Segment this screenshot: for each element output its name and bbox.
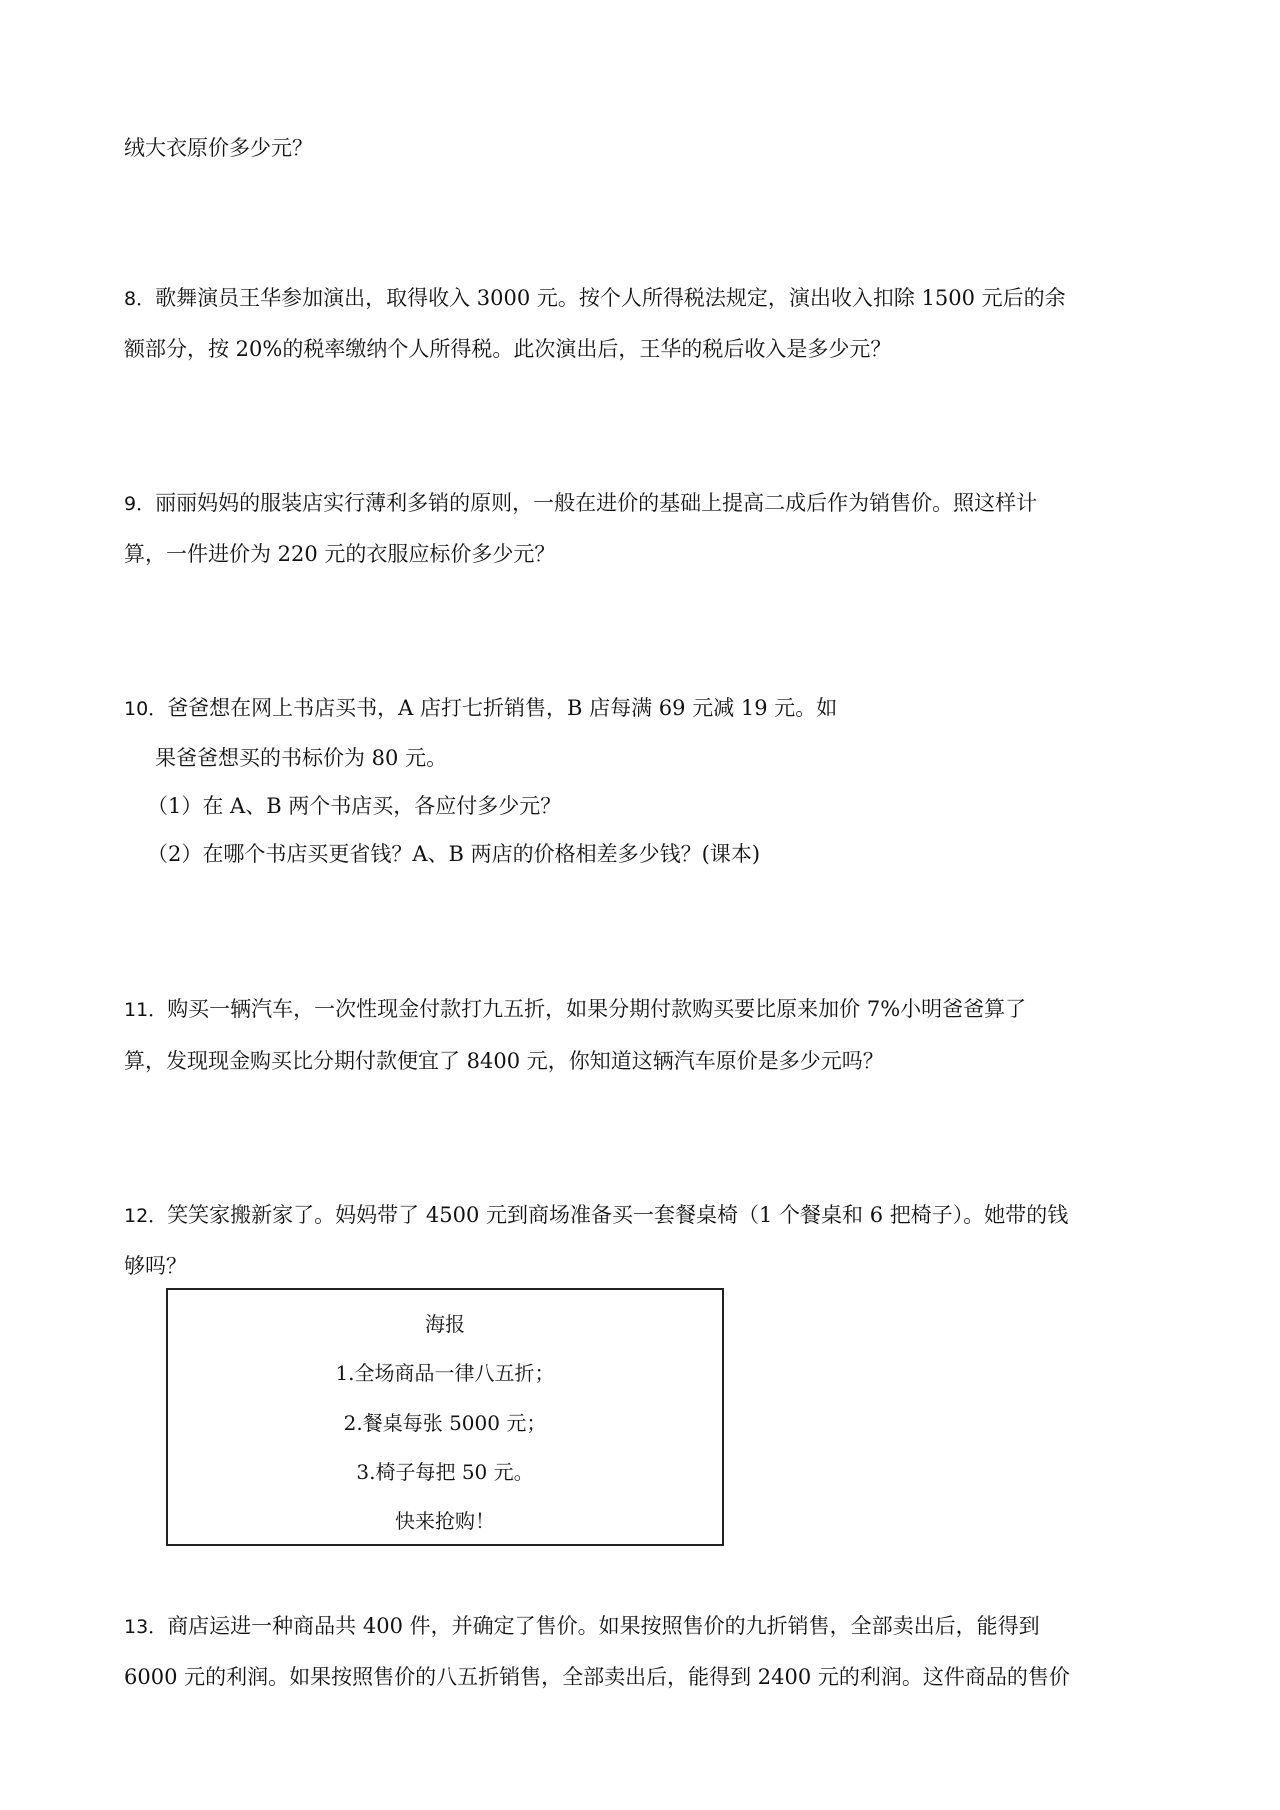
question-13-text-1: 商店运进一种商品共 400 件，并确定了售价。如果按照售价的九折销售，全部卖出后，能得到 (167, 1614, 1040, 1638)
question-12-number: 12． (124, 1205, 168, 1227)
question-9-text-1: 丽丽妈妈的服装店实行薄利多销的原则，一般在进价的基础上提高二成后作为销售价。照这样计 (155, 491, 1038, 515)
poster-title: 海报 (425, 1312, 465, 1336)
question-10-sub-2: （2）在哪个书店买更省钱？A、B 两店的价格相差多少钱？(课本) (147, 842, 761, 866)
question-9-line-2: 算，一件进价为 220 元的衣服应标价多少元？ (124, 542, 556, 566)
question-13-line-1 (124, 1611, 1040, 1642)
question-8-number: 8． (124, 288, 156, 310)
question-11-line-1 (124, 994, 1026, 1025)
question-12-line-1 (124, 1200, 1068, 1231)
question-10-sub-1: （1）在 A、B 两个书店买，各应付多少元？ (147, 794, 562, 818)
question-11-line-2: 算，发现现金购买比分期付款便宜了 8400 元，你知道这辆汽车原价是多少元吗？ (124, 1049, 884, 1073)
question-13-line-2: 6000 元的利润。如果按照售价的八五折销售，全部卖出后，能得到 2400 元的利润。这件商品的售价 (124, 1665, 1070, 1689)
question-13-number: 13． (124, 1616, 168, 1638)
question-10-line-2: 果爸爸想买的书标价为 80 元。 (155, 746, 448, 770)
question-8-text-1: 歌舞演员王华参加演出，取得收入 3000 元。按个人所得税法规定，演出收入扣除 1500 元后的余 (155, 286, 1066, 310)
question-10-text-1: 爸爸想在网上书店买书，A 店打七折销售，B 店每满 69 元减 19 元。如 (167, 696, 838, 720)
question-9-number: 9． (124, 493, 156, 515)
poster-footer: 快来抢购！ (395, 1509, 495, 1533)
question-12-line-2: 够吗？ (124, 1254, 187, 1278)
question-7-tail: 绒大衣原价多少元？ (124, 136, 313, 160)
question-12-text-1: 笑笑家搬新家了。妈妈带了 4500 元到商场准备买一套餐桌椅（1 个餐桌和 6 把椅子）。她带的钱 (167, 1203, 1069, 1227)
question-11-number: 11． (124, 999, 168, 1021)
poster-box (166, 1288, 724, 1546)
question-9-line-1 (124, 488, 1037, 519)
question-8-line-2: 额部分，按 20%的税率缴纳个人所得税。此次演出后，王华的税后收入是多少元？ (124, 337, 892, 361)
question-8-line-1 (124, 283, 1066, 314)
poster-item-1: 1.全场商品一律八五折； (335, 1361, 555, 1385)
question-11-text-1: 购买一辆汽车，一次性现金付款打九五折，如果分期付款购买要比原来加价 7%小明爸爸算了 (167, 997, 1027, 1021)
poster-item-2: 2.餐桌每张 5000 元； (343, 1411, 547, 1435)
question-10-number: 10． (124, 698, 168, 720)
poster-item-3: 3.椅子每把 50 元。 (356, 1460, 534, 1484)
question-10-line-1 (124, 693, 837, 724)
